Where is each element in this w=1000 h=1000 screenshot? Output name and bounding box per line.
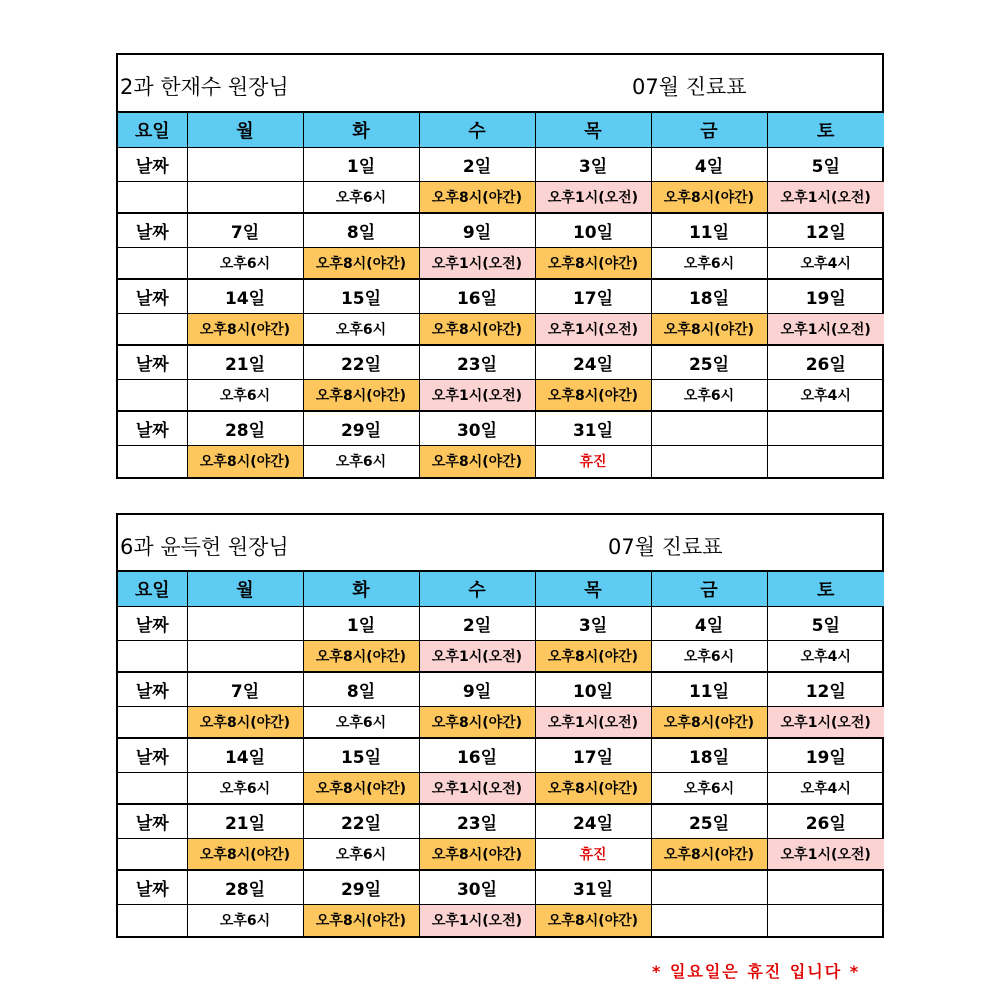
time-slot-cell: 오후8시(야간) bbox=[187, 445, 303, 477]
weekday-header-cell: 수 bbox=[419, 113, 535, 147]
date-cell bbox=[767, 870, 884, 904]
time-slot-cell: 오후1시(오전) bbox=[535, 313, 651, 345]
time-slot-cell: 오후6시 bbox=[187, 247, 303, 279]
date-cell: 2일 bbox=[419, 606, 535, 640]
time-row bbox=[118, 706, 884, 738]
time-row bbox=[118, 247, 884, 279]
time-slot-cell: 오후1시(오전) bbox=[419, 772, 535, 804]
date-row bbox=[118, 411, 884, 445]
time-slot-cell: 오후1시(오전) bbox=[419, 640, 535, 672]
date-cell: 23일 bbox=[419, 345, 535, 379]
weekday-header-label: 요일 bbox=[118, 113, 187, 147]
date-cell: 8일 bbox=[303, 672, 419, 706]
time-row bbox=[118, 838, 884, 870]
time-slot-cell: 오후8시(야간) bbox=[419, 445, 535, 477]
date-row-label: 날짜 bbox=[118, 345, 187, 379]
date-cell: 15일 bbox=[303, 738, 419, 772]
date-row-label: 날짜 bbox=[118, 738, 187, 772]
time-slot-cell: 오후8시(야간) bbox=[535, 640, 651, 672]
date-cell: 24일 bbox=[535, 345, 651, 379]
date-row-label: 날짜 bbox=[118, 606, 187, 640]
weekday-header-cell: 수 bbox=[419, 572, 535, 606]
time-slot-cell: 오후8시(야간) bbox=[535, 379, 651, 411]
time-slot-cell: 오후1시(오전) bbox=[535, 181, 651, 213]
time-slot-cell: 오후6시 bbox=[303, 313, 419, 345]
time-slot-cell: 오후8시(야간) bbox=[419, 706, 535, 738]
date-row bbox=[118, 870, 884, 904]
date-row-label: 날짜 bbox=[118, 870, 187, 904]
time-slot-cell: 오후8시(야간) bbox=[419, 313, 535, 345]
date-cell: 10일 bbox=[535, 213, 651, 247]
time-row-label bbox=[118, 181, 187, 213]
time-slot-cell: 오후1시(오전) bbox=[419, 379, 535, 411]
time-slot-cell: 오후6시 bbox=[303, 706, 419, 738]
time-slot-cell bbox=[767, 445, 884, 477]
date-cell: 12일 bbox=[767, 213, 884, 247]
date-row-label: 날짜 bbox=[118, 411, 187, 445]
month-title: 07월 진료표 bbox=[608, 535, 723, 559]
date-cell: 19일 bbox=[767, 738, 884, 772]
date-row bbox=[118, 213, 884, 247]
schedule-title-row bbox=[118, 515, 882, 572]
time-slot-cell: 오후8시(야간) bbox=[303, 247, 419, 279]
time-slot-cell: 오후6시 bbox=[187, 379, 303, 411]
date-cell: 17일 bbox=[535, 279, 651, 313]
date-cell: 10일 bbox=[535, 672, 651, 706]
date-row bbox=[118, 606, 884, 640]
date-cell: 28일 bbox=[187, 870, 303, 904]
date-cell: 28일 bbox=[187, 411, 303, 445]
time-row-label bbox=[118, 313, 187, 345]
date-cell: 22일 bbox=[303, 804, 419, 838]
time-slot-cell: 오후8시(야간) bbox=[651, 706, 767, 738]
date-row-label: 날짜 bbox=[118, 672, 187, 706]
date-cell: 31일 bbox=[535, 870, 651, 904]
date-cell: 11일 bbox=[651, 213, 767, 247]
time-slot-cell: 오후8시(야간) bbox=[187, 706, 303, 738]
time-slot-cell: 오후1시(오전) bbox=[535, 706, 651, 738]
time-slot-cell: 오후6시 bbox=[651, 772, 767, 804]
date-cell: 22일 bbox=[303, 345, 419, 379]
date-cell bbox=[767, 411, 884, 445]
date-row-label: 날짜 bbox=[118, 279, 187, 313]
date-cell: 18일 bbox=[651, 279, 767, 313]
date-cell bbox=[651, 870, 767, 904]
time-slot-cell: 오후4시 bbox=[767, 640, 884, 672]
time-slot-cell: 오후6시 bbox=[303, 838, 419, 870]
time-slot-cell bbox=[187, 181, 303, 213]
time-slot-cell bbox=[651, 904, 767, 936]
date-cell: 1일 bbox=[303, 606, 419, 640]
time-slot-cell: 오후1시(오전) bbox=[767, 181, 884, 213]
time-row bbox=[118, 181, 884, 213]
time-slot-cell: 오후8시(야간) bbox=[303, 904, 419, 936]
time-slot-cell: 오후8시(야간) bbox=[419, 838, 535, 870]
date-cell: 19일 bbox=[767, 279, 884, 313]
time-slot-cell: 오후4시 bbox=[767, 247, 884, 279]
date-cell: 25일 bbox=[651, 345, 767, 379]
time-slot-cell bbox=[767, 904, 884, 936]
date-cell: 7일 bbox=[187, 672, 303, 706]
date-cell: 29일 bbox=[303, 411, 419, 445]
weekday-header-row bbox=[118, 113, 884, 147]
date-row bbox=[118, 738, 884, 772]
time-row-label bbox=[118, 904, 187, 936]
date-cell: 7일 bbox=[187, 213, 303, 247]
date-cell: 4일 bbox=[651, 606, 767, 640]
date-row bbox=[118, 147, 884, 181]
time-slot-cell: 오후8시(야간) bbox=[535, 904, 651, 936]
time-slot-cell: 오후8시(야간) bbox=[187, 838, 303, 870]
weekday-header-cell: 화 bbox=[303, 572, 419, 606]
time-row bbox=[118, 445, 884, 477]
time-slot-cell: 오후6시 bbox=[651, 247, 767, 279]
time-slot-cell: 오후8시(야간) bbox=[303, 640, 419, 672]
doctor-name: 6과 윤득헌 원장님 bbox=[120, 535, 289, 559]
schedule-grid bbox=[118, 572, 884, 936]
weekday-header-row bbox=[118, 572, 884, 606]
time-slot-cell: 오후8시(야간) bbox=[187, 313, 303, 345]
date-cell bbox=[651, 411, 767, 445]
date-row bbox=[118, 672, 884, 706]
time-slot-cell: 오후4시 bbox=[767, 379, 884, 411]
footer-note: * 일요일은 휴진 입니다 * bbox=[652, 962, 861, 981]
weekday-header-cell: 토 bbox=[767, 113, 884, 147]
date-cell: 30일 bbox=[419, 411, 535, 445]
time-row bbox=[118, 379, 884, 411]
weekday-header-cell: 월 bbox=[187, 572, 303, 606]
time-slot-cell bbox=[651, 445, 767, 477]
date-cell: 11일 bbox=[651, 672, 767, 706]
month-title: 07월 진료표 bbox=[632, 75, 747, 99]
date-cell bbox=[187, 606, 303, 640]
schedule-table-1 bbox=[116, 53, 884, 479]
date-cell: 3일 bbox=[535, 147, 651, 181]
time-row-label bbox=[118, 247, 187, 279]
date-row-label: 날짜 bbox=[118, 213, 187, 247]
date-cell: 9일 bbox=[419, 672, 535, 706]
date-cell: 14일 bbox=[187, 738, 303, 772]
weekday-header-cell: 목 bbox=[535, 113, 651, 147]
time-slot-cell: 오후8시(야간) bbox=[651, 313, 767, 345]
time-slot-cell: 오후1시(오전) bbox=[767, 838, 884, 870]
date-cell: 23일 bbox=[419, 804, 535, 838]
date-cell: 24일 bbox=[535, 804, 651, 838]
time-row-label bbox=[118, 838, 187, 870]
date-cell: 15일 bbox=[303, 279, 419, 313]
time-row-label bbox=[118, 445, 187, 477]
weekday-header-cell: 금 bbox=[651, 572, 767, 606]
time-slot-cell: 오후6시 bbox=[303, 445, 419, 477]
time-slot-cell: 오후8시(야간) bbox=[535, 772, 651, 804]
weekday-header-cell: 목 bbox=[535, 572, 651, 606]
date-cell: 9일 bbox=[419, 213, 535, 247]
time-slot-cell: 오후6시 bbox=[187, 772, 303, 804]
date-cell: 30일 bbox=[419, 870, 535, 904]
date-cell: 29일 bbox=[303, 870, 419, 904]
date-cell: 25일 bbox=[651, 804, 767, 838]
schedule-title-row bbox=[118, 55, 882, 113]
date-cell: 16일 bbox=[419, 738, 535, 772]
date-cell: 5일 bbox=[767, 606, 884, 640]
weekday-header-cell: 금 bbox=[651, 113, 767, 147]
schedule-table-2 bbox=[116, 513, 884, 938]
date-cell: 2일 bbox=[419, 147, 535, 181]
date-cell: 4일 bbox=[651, 147, 767, 181]
time-row-label bbox=[118, 772, 187, 804]
time-row bbox=[118, 904, 884, 936]
weekday-header-cell: 월 bbox=[187, 113, 303, 147]
time-row-label bbox=[118, 379, 187, 411]
date-cell: 14일 bbox=[187, 279, 303, 313]
date-cell: 8일 bbox=[303, 213, 419, 247]
time-slot-cell: 오후6시 bbox=[187, 904, 303, 936]
weekday-header-cell: 토 bbox=[767, 572, 884, 606]
time-row bbox=[118, 313, 884, 345]
date-row bbox=[118, 345, 884, 379]
schedule-grid bbox=[118, 113, 884, 477]
time-slot-cell: 오후1시(오전) bbox=[419, 247, 535, 279]
date-row-label: 날짜 bbox=[118, 147, 187, 181]
time-slot-cell: 오후8시(야간) bbox=[535, 247, 651, 279]
date-cell: 18일 bbox=[651, 738, 767, 772]
time-slot-cell: 오후8시(야간) bbox=[651, 181, 767, 213]
date-cell: 21일 bbox=[187, 804, 303, 838]
time-slot-cell: 오후6시 bbox=[651, 379, 767, 411]
time-slot-cell: 휴진 bbox=[535, 838, 651, 870]
date-cell: 17일 bbox=[535, 738, 651, 772]
time-slot-cell: 휴진 bbox=[535, 445, 651, 477]
time-row bbox=[118, 640, 884, 672]
date-cell: 21일 bbox=[187, 345, 303, 379]
time-slot-cell: 오후8시(야간) bbox=[419, 181, 535, 213]
time-row-label bbox=[118, 706, 187, 738]
time-slot-cell: 오후6시 bbox=[651, 640, 767, 672]
time-slot-cell: 오후1시(오전) bbox=[419, 904, 535, 936]
date-row-label: 날짜 bbox=[118, 804, 187, 838]
time-row-label bbox=[118, 640, 187, 672]
date-cell: 26일 bbox=[767, 345, 884, 379]
date-cell: 26일 bbox=[767, 804, 884, 838]
time-slot-cell: 오후8시(야간) bbox=[303, 379, 419, 411]
time-slot-cell: 오후6시 bbox=[303, 181, 419, 213]
weekday-header-label: 요일 bbox=[118, 572, 187, 606]
time-slot-cell: 오후8시(야간) bbox=[651, 838, 767, 870]
weekday-header-cell: 화 bbox=[303, 113, 419, 147]
time-slot-cell: 오후4시 bbox=[767, 772, 884, 804]
time-slot-cell: 오후8시(야간) bbox=[303, 772, 419, 804]
date-cell: 16일 bbox=[419, 279, 535, 313]
time-slot-cell bbox=[187, 640, 303, 672]
date-cell: 3일 bbox=[535, 606, 651, 640]
doctor-name: 2과 한재수 원장님 bbox=[120, 75, 289, 99]
date-cell: 1일 bbox=[303, 147, 419, 181]
date-row bbox=[118, 279, 884, 313]
date-row bbox=[118, 804, 884, 838]
time-row bbox=[118, 772, 884, 804]
date-cell: 5일 bbox=[767, 147, 884, 181]
time-slot-cell: 오후1시(오전) bbox=[767, 313, 884, 345]
date-cell: 12일 bbox=[767, 672, 884, 706]
date-cell bbox=[187, 147, 303, 181]
time-slot-cell: 오후1시(오전) bbox=[767, 706, 884, 738]
date-cell: 31일 bbox=[535, 411, 651, 445]
